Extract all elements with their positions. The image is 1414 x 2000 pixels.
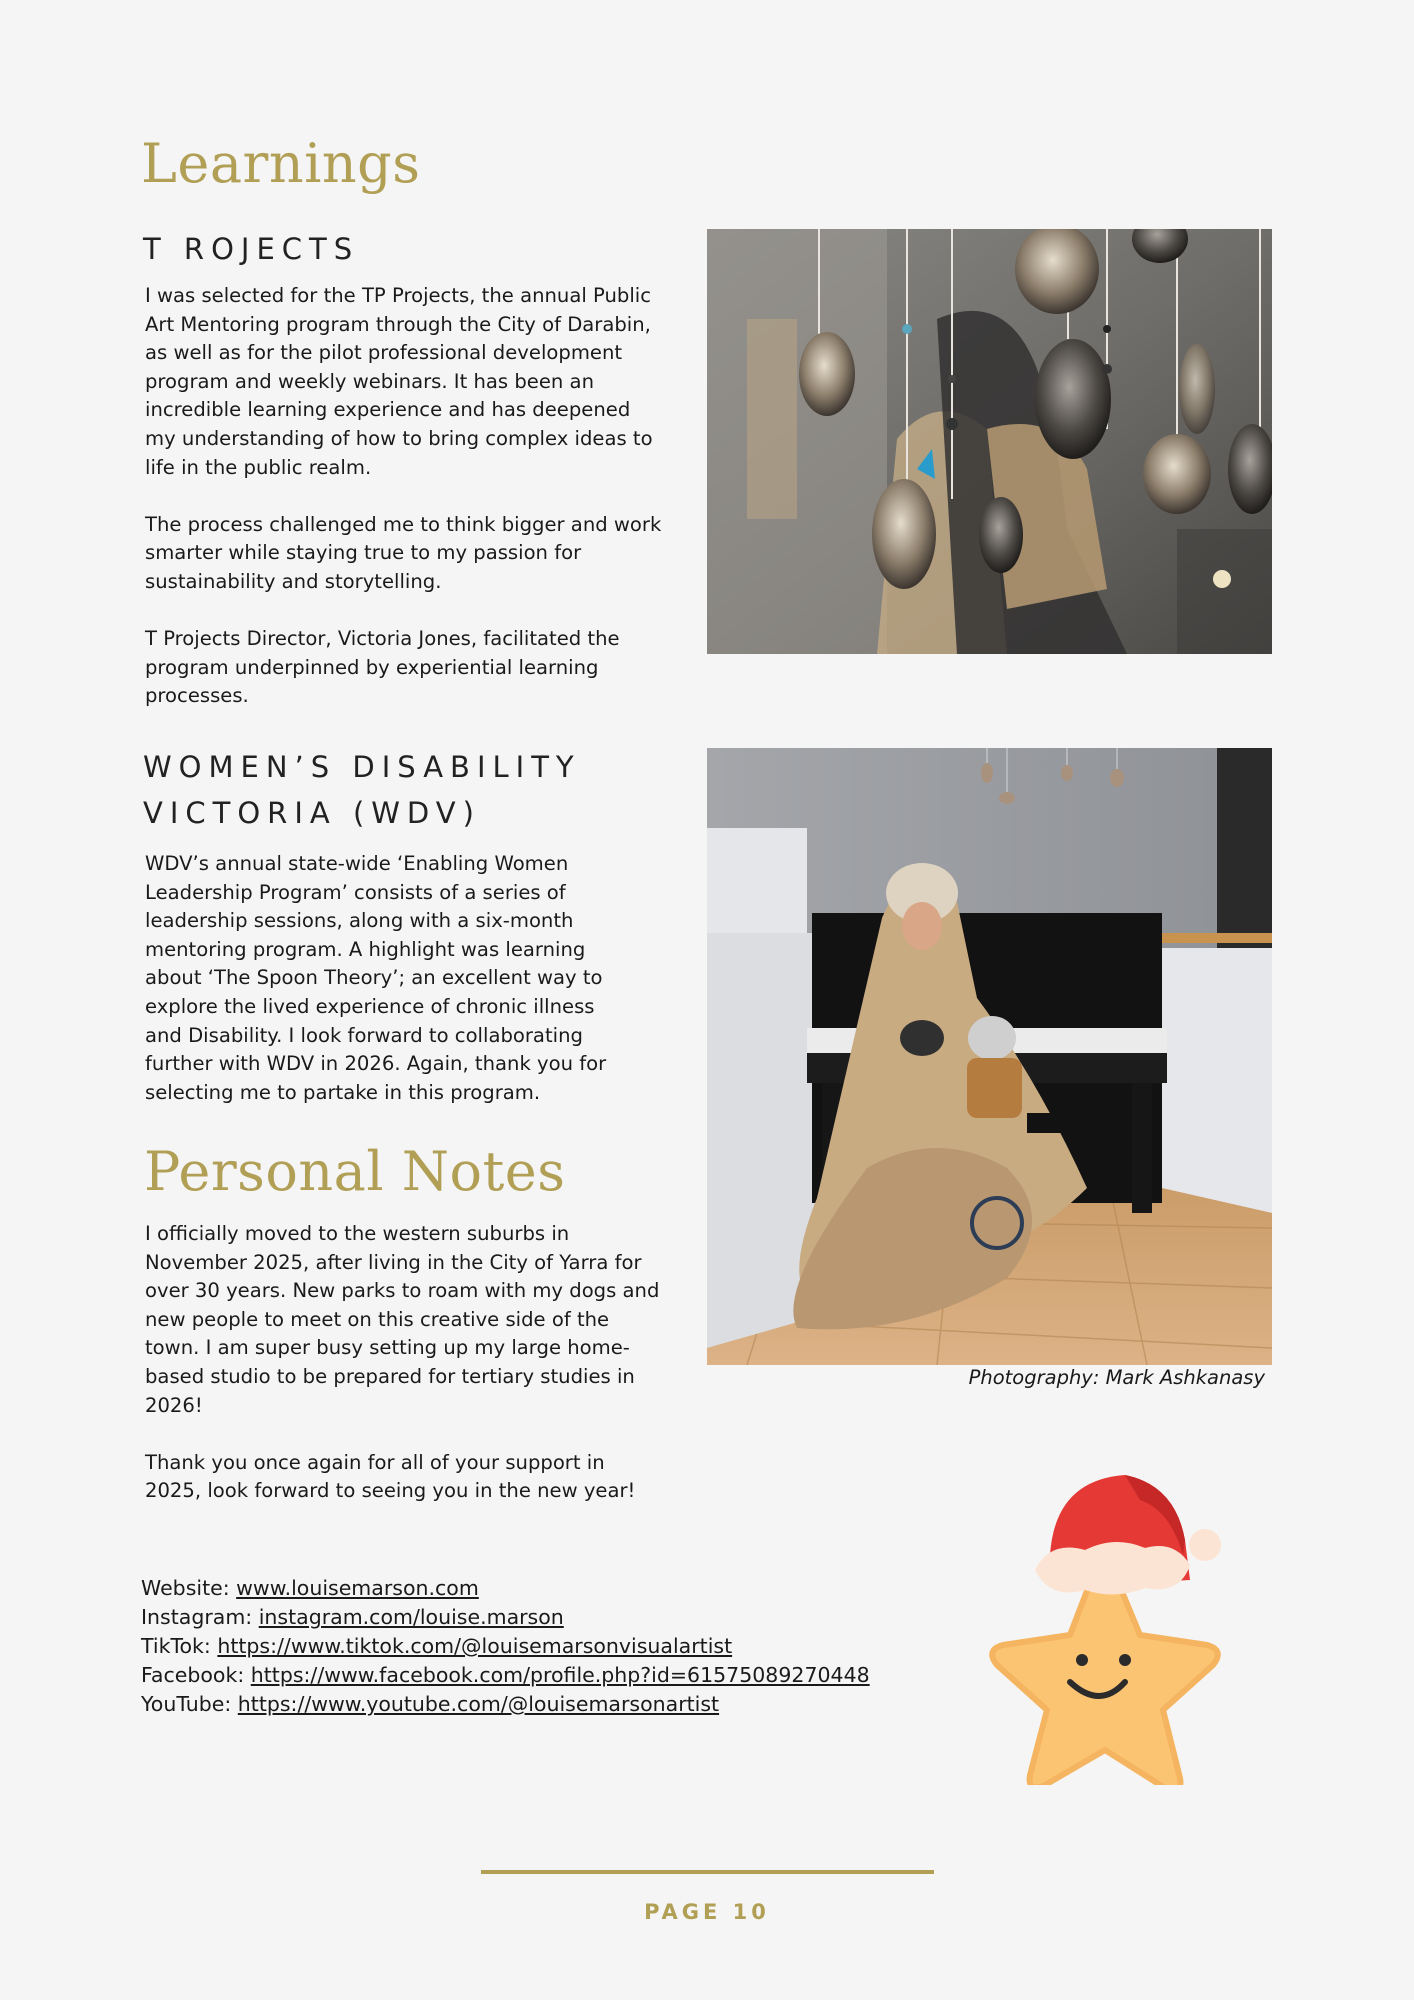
personal-paragraph-1: I officially moved to the western suburbs in November 2025, after living in the City of Yarra for over 30 years. New parks to roam with my dogs and new people to meet on this creative side of the town. I am super busy setting up my large home-based studio to be prepared for tertiary studies in 2026!	[145, 1222, 660, 1417]
page-number: PAGE 10	[644, 1900, 770, 1924]
artist-piano-photo	[707, 748, 1272, 1365]
tprojects-paragraph-1: I was selected for the TP Projects, the annual Public Art Mentoring program through the City of Darabin, as well as for the pilot professional development program and weekly webinars. It has been an incredible learning experience and has deepened my understanding of how to bring complex ideas to life in the public realm.	[145, 284, 653, 479]
youtube-link[interactable]: https://www.youtube.com/@louisemarsonartist	[237, 1692, 720, 1716]
personal-notes-title: Personal Notes	[144, 1140, 566, 1203]
instagram-row	[141, 1603, 870, 1632]
tprojects-paragraph-3: T Projects Director, Victoria Jones, facilitated the program underpinned by experiential learning processes.	[145, 627, 620, 708]
tprojects-heading: T ROJECTS	[143, 232, 360, 266]
oyster-installation-photo	[707, 229, 1272, 654]
photo1-svg	[707, 229, 1272, 654]
website-row	[141, 1574, 870, 1603]
social-links	[141, 1574, 870, 1719]
wdv-heading-line-1: WOMEN’S DISABILITY	[143, 750, 581, 784]
instagram-label: Instagram:	[141, 1605, 259, 1629]
footer-divider	[481, 1870, 934, 1874]
instagram-link[interactable]: instagram.com/louise.marson	[258, 1605, 564, 1629]
tiktok-label: TikTok:	[141, 1634, 218, 1658]
personal-body	[145, 1220, 660, 1506]
facebook-link[interactable]: https://www.facebook.com/profile.php?id=61575089270448	[250, 1663, 870, 1687]
wdv-heading-line-2: VICTORIA (WDV)	[143, 796, 481, 830]
tprojects-paragraph-2: The process challenged me to think bigger and work smarter while staying true to my passion for sustainability and storytelling.	[145, 512, 662, 593]
wdv-body	[145, 850, 635, 1107]
youtube-row	[141, 1690, 870, 1719]
youtube-label: YouTube:	[141, 1692, 238, 1716]
wdv-heading	[143, 744, 581, 836]
tprojects-body	[145, 282, 665, 711]
wdv-paragraph: WDV’s annual state-wide ‘Enabling Women Leadership Program’ consists of a series of leadership sessions, along with a six-month mentoring program. A highlight was learning about ‘The Spoon Theory’; an excellent way to explore the lived experience of chronic illness and Disability. I look forward to collaborating further with WDV in 2026. Again, thank you for selecting me to partake in this program.	[145, 852, 607, 1104]
santa-star-icon	[975, 1460, 1235, 1785]
personal-paragraph-2: Thank you once again for all of your support in 2025, look forward to seeing you in the new year!	[145, 1450, 636, 1503]
santa-star-svg	[975, 1460, 1235, 1785]
website-label: Website:	[141, 1576, 237, 1600]
facebook-row	[141, 1661, 870, 1690]
tiktok-row	[141, 1632, 870, 1661]
photo2-svg	[707, 748, 1272, 1365]
photo-caption: Photography: Mark Ashkanasy	[968, 1366, 1265, 1389]
learnings-title: Learnings	[141, 132, 421, 195]
website-link[interactable]: www.louisemarson.com	[236, 1576, 479, 1600]
tiktok-link[interactable]: https://www.tiktok.com/@louisemarsonvisualartist	[217, 1634, 733, 1658]
facebook-label: Facebook:	[141, 1663, 251, 1687]
